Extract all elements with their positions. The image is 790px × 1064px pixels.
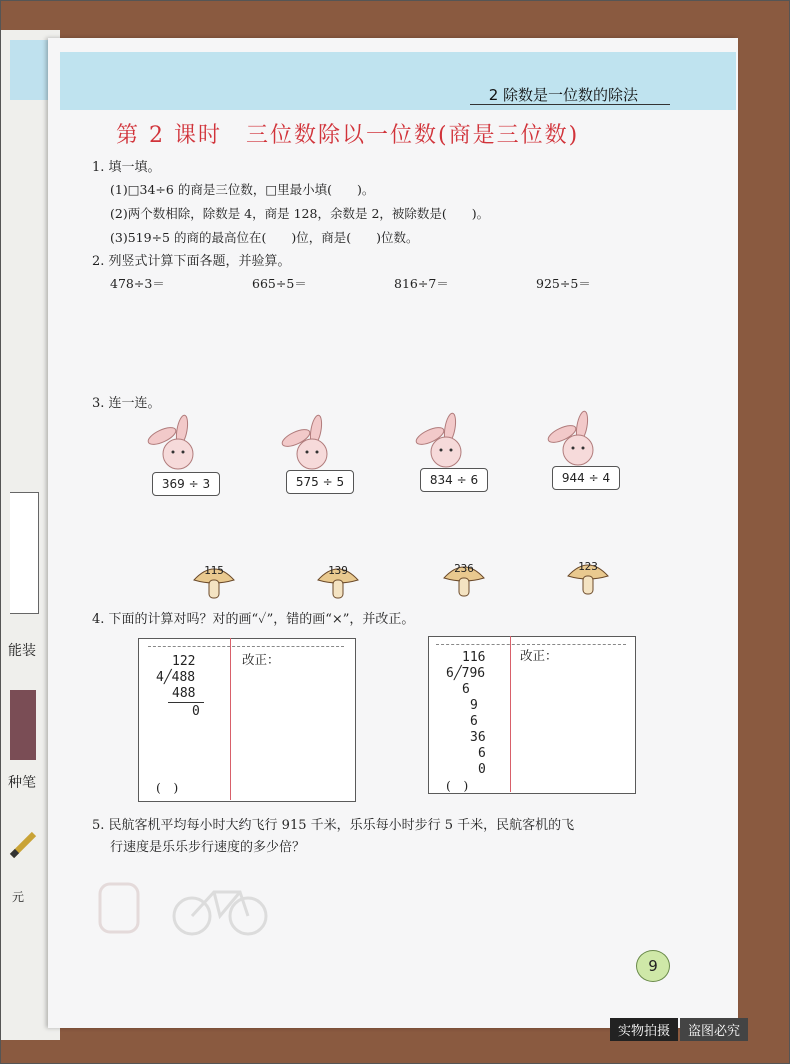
correction-label: 改正： xyxy=(520,648,558,663)
calc-line: 116 xyxy=(462,650,486,665)
page-number: 9 xyxy=(636,950,670,982)
calc-line: 0 xyxy=(478,762,486,777)
question-1-item: (1)□34÷6 的商是三位数，□里最小填( )。 xyxy=(110,182,375,197)
expression: 478÷3＝ xyxy=(110,276,165,291)
left-page-text: 元 xyxy=(12,890,25,904)
lesson-title: 第 2 课时 三位数除以一位数(商是三位数) xyxy=(116,123,580,148)
calc-line: 122 xyxy=(172,654,196,669)
expression: 925÷5＝ xyxy=(536,276,591,291)
calc-line: 6╱796 xyxy=(446,666,486,681)
question-2-label: 2. 列竖式计算下面各题，并验算。 xyxy=(92,254,291,269)
question-1-item: (3)519÷5 的商的最高位在( )位，商是( )位数。 xyxy=(110,230,419,245)
expression-card: 834 ÷ 6 xyxy=(420,468,488,492)
expression-card: 575 ÷ 5 xyxy=(286,470,354,494)
question-5-label: 5. 民航客机平均每小时大约飞行 915 千米，乐乐每小时步行 5 千米，民航客机的飞 xyxy=(92,818,575,833)
expression-card: 369 ÷ 3 xyxy=(152,472,220,496)
calc-line: 6 xyxy=(470,714,478,729)
answer-blank[interactable]: ( ) xyxy=(446,778,469,793)
calc-line: 36 xyxy=(470,730,486,745)
expression: 665÷5＝ xyxy=(252,276,307,291)
correction-label: 改正： xyxy=(242,652,280,667)
question-1-label: 1. 填一填。 xyxy=(92,160,161,175)
left-page-text: 种笔 xyxy=(8,775,36,791)
mushroom-label: 139 xyxy=(328,564,348,577)
calc-line: 4╱488 xyxy=(156,670,196,685)
watermark-left: 实物拍摄 xyxy=(610,1018,678,1041)
expression: 816÷7＝ xyxy=(394,276,449,291)
calc-line: 9 xyxy=(470,698,478,713)
answer-blank[interactable]: ( ) xyxy=(156,780,179,795)
mushroom-label: 123 xyxy=(578,560,598,573)
calc-line: 6 xyxy=(462,682,470,697)
question-1-item: (2)两个数相除，除数是 4，商是 128，余数是 2，被除数是( )。 xyxy=(110,206,490,221)
question-4-label: 4. 下面的计算对吗？对的画“✓”，错的画“×”，并改正。 xyxy=(92,612,415,627)
watermark-right: 盗图必究 xyxy=(680,1018,748,1041)
mushroom-label: 115 xyxy=(204,564,224,577)
mushroom-label: 236 xyxy=(454,562,474,575)
expression-card: 944 ÷ 4 xyxy=(552,466,620,490)
calc-line: 6 xyxy=(478,746,486,761)
left-page-text: 能装 xyxy=(8,643,36,659)
calc-line: 488 xyxy=(172,686,196,701)
chapter-title: 2 除数是一位数的除法 xyxy=(488,86,638,104)
calc-line: 0 xyxy=(192,704,200,719)
question-3-label: 3. 连一连。 xyxy=(92,396,161,411)
question-5-label-cont: 行速度是乐乐步行速度的多少倍？ xyxy=(110,840,306,855)
